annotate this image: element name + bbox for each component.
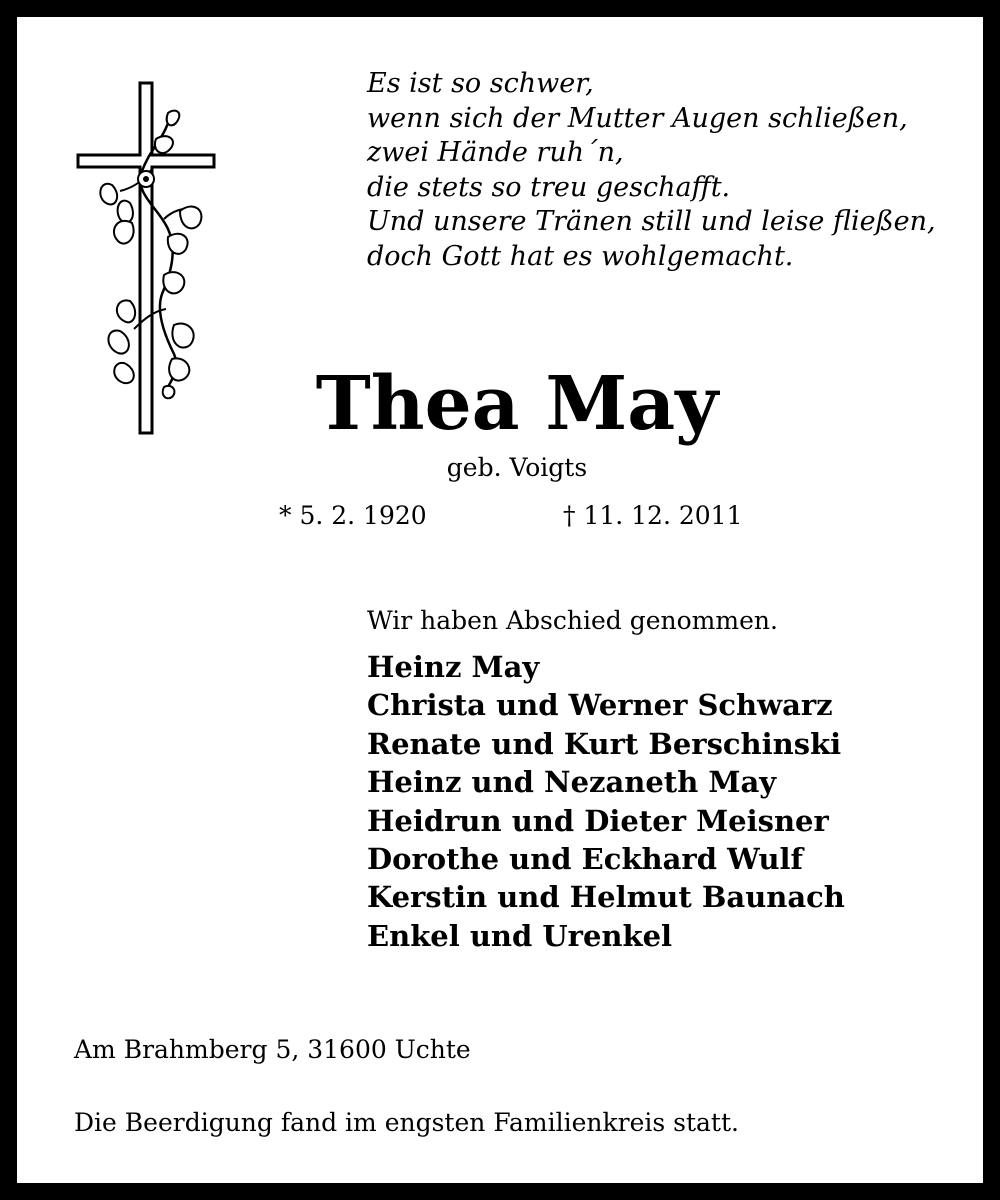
mourner-entry: Dorothe und Eckhard Wulf xyxy=(367,842,804,877)
birth-date: * 5. 2. 1920 xyxy=(279,501,427,530)
poem-line: Es ist so schwer, xyxy=(367,68,594,99)
address-line: Am Brahmberg 5, 31600 Uchte xyxy=(74,1035,471,1064)
farewell-line: Wir haben Abschied genommen. xyxy=(367,606,778,635)
deceased-name: Thea May xyxy=(315,361,719,447)
poem-line: wenn sich der Mutter Augen schließen, xyxy=(367,102,908,134)
mourner-entry: Heinz May xyxy=(367,650,540,684)
poem-line: die stets so treu geschafft. xyxy=(367,171,731,203)
mourners-list xyxy=(367,648,845,955)
maiden-name: geb. Voigts xyxy=(446,453,588,482)
memorial-poem xyxy=(367,67,936,274)
death-date: † 11. 12. 2011 xyxy=(563,501,743,530)
poem-line: zwei Hände ruh´n, xyxy=(367,137,624,168)
mourner-entry: Christa und Werner Schwarz xyxy=(367,688,833,723)
mourner-entry: Kerstin und Helmut Baunach xyxy=(367,880,845,915)
mourner-entry: Heinz und Nezaneth May xyxy=(367,765,777,800)
mourner-entry: Enkel und Urenkel xyxy=(367,918,673,953)
mourner-entry: Renate und Kurt Berschinski xyxy=(367,726,842,761)
mourner-entry: Heidrun und Dieter Meisner xyxy=(367,803,829,838)
funeral-note: Die Beerdigung fand im engsten Familienkreis statt. xyxy=(74,1108,739,1137)
poem-line: doch Gott hat es wohlgemacht. xyxy=(367,240,794,272)
poem-line: Und unsere Tränen still und leise fließen, xyxy=(367,206,936,237)
